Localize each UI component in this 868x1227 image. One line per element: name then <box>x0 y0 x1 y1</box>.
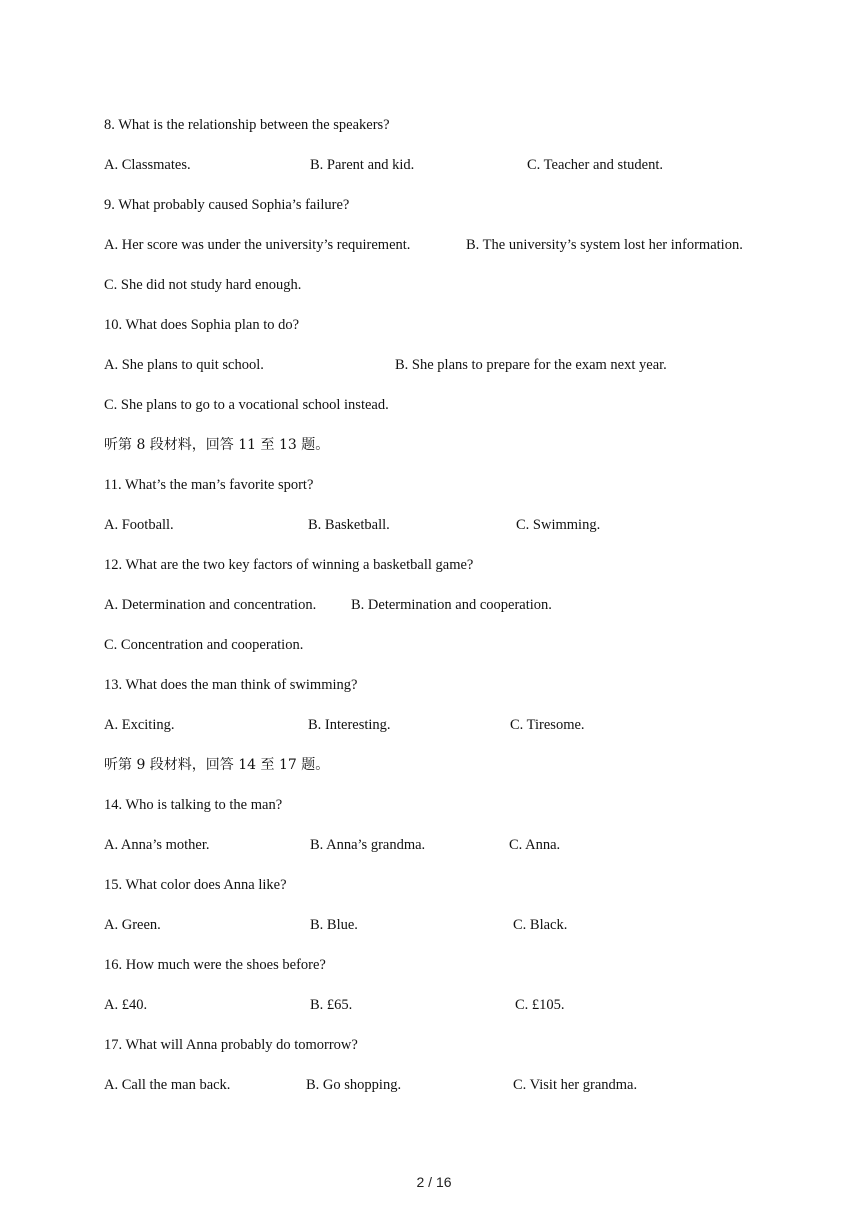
question-10: 10. What does Sophia plan to do? <box>104 317 300 333</box>
question-11-option-a: A. Football. <box>104 517 174 533</box>
question-13-option-a: A. Exciting. <box>104 717 175 733</box>
question-16-option-b: B. £65. <box>310 997 353 1013</box>
question-12-option-a: A. Determination and concentration. <box>104 597 317 613</box>
question-10-option-b: B. She plans to prepare for the exam next year. <box>395 357 667 373</box>
question-10-option-a: A. She plans to quit school. <box>104 357 264 373</box>
question-9-option-a: A. Her score was under the university’s requirement. <box>104 237 411 253</box>
question-15-option-c: C. Black. <box>513 917 568 933</box>
question-17-option-b: B. Go shopping. <box>306 1077 402 1093</box>
question-8-option-c: C. Teacher and student. <box>527 157 664 173</box>
question-10-option-c: C. She plans to go to a vocational school instead. <box>104 397 389 413</box>
question-15: 15. What color does Anna like? <box>104 877 287 893</box>
question-15-option-a: A. Green. <box>104 917 161 933</box>
section-8-instruction: 听第 8 段材料，回答 11 至 13 题。 <box>104 437 330 453</box>
question-12: 12. What are the two key factors of winning a basketball game? <box>104 557 474 573</box>
question-12-option-b: B. Determination and cooperation. <box>351 597 552 613</box>
question-14-option-a: A. Anna’s mother. <box>104 837 210 853</box>
question-9: 9. What probably caused Sophia’s failure? <box>104 197 350 213</box>
question-16-option-a: A. £40. <box>104 997 148 1013</box>
question-12-option-c: C. Concentration and cooperation. <box>104 637 304 653</box>
question-14-option-c: C. Anna. <box>509 837 561 853</box>
question-13-option-b: B. Interesting. <box>308 717 391 733</box>
question-15-option-b: B. Blue. <box>310 917 358 933</box>
question-9-option-c: C. She did not study hard enough. <box>104 277 302 293</box>
question-9-option-b: B. The university’s system lost her information. <box>466 237 743 253</box>
question-14: 14. Who is talking to the man? <box>104 797 283 813</box>
section-9-instruction: 听第 9 段材料，回答 14 至 17 题。 <box>104 757 330 773</box>
question-8: 8. What is the relationship between the speakers? <box>104 117 390 133</box>
question-17-option-a: A. Call the man back. <box>104 1077 231 1093</box>
question-11: 11. What’s the man’s favorite sport? <box>104 477 314 493</box>
page-number: 2 / 16 <box>416 1174 452 1190</box>
question-11-option-c: C. Swimming. <box>516 517 601 533</box>
question-17-option-c: C. Visit her grandma. <box>513 1077 638 1093</box>
question-8-option-b: B. Parent and kid. <box>310 157 415 173</box>
question-8-option-a: A. Classmates. <box>104 157 191 173</box>
question-13-option-c: C. Tiresome. <box>510 717 585 733</box>
question-17: 17. What will Anna probably do tomorrow? <box>104 1037 358 1053</box>
question-14-option-b: B. Anna’s grandma. <box>310 837 426 853</box>
question-13: 13. What does the man think of swimming? <box>104 677 358 693</box>
question-11-option-b: B. Basketball. <box>308 517 390 533</box>
question-16-option-c: C. £105. <box>515 997 565 1013</box>
question-16: 16. How much were the shoes before? <box>104 957 326 973</box>
